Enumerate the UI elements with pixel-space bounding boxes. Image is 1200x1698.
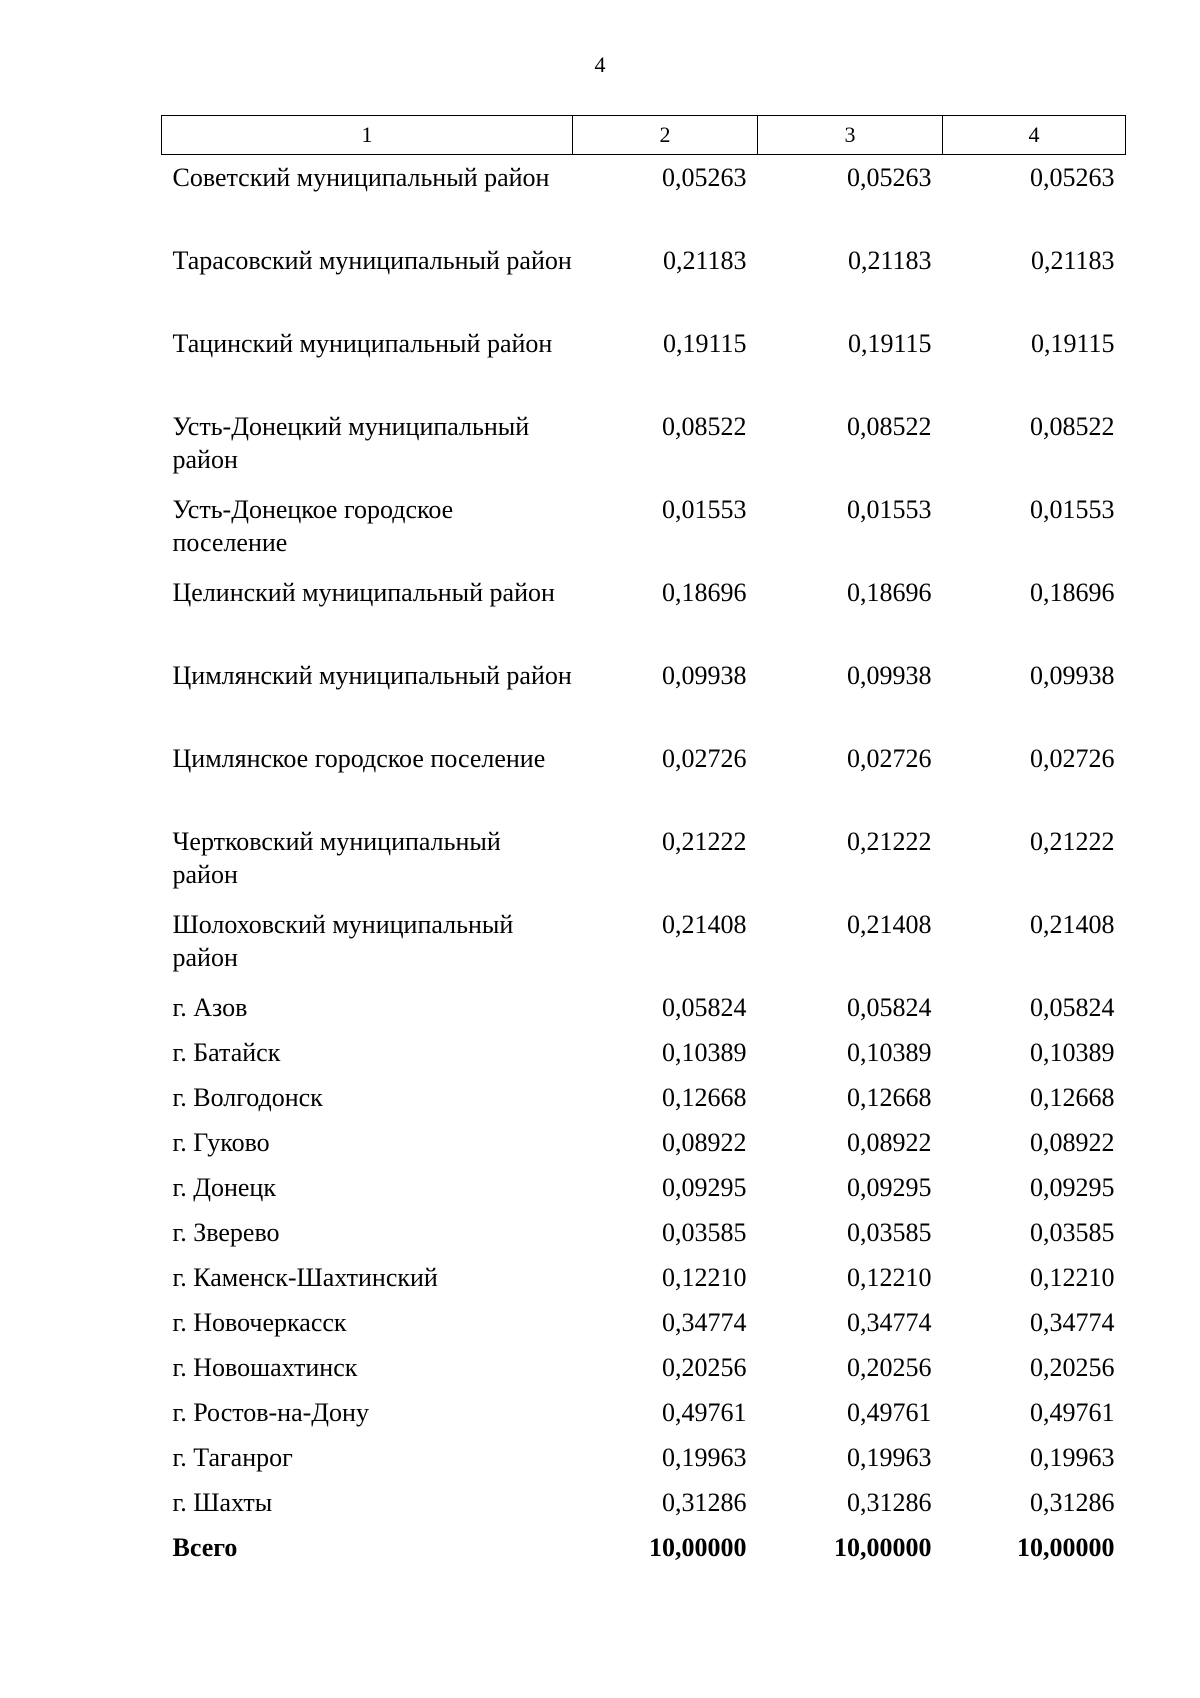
column-header-1: 1 — [162, 116, 573, 155]
table-row — [162, 819, 1126, 902]
allocation-table — [161, 115, 1126, 1570]
row-value-4: 0,10389 — [1030, 1038, 1115, 1067]
row-value-4: 0,21222 — [1030, 827, 1115, 856]
row-value-3: 0,20256 — [847, 1353, 932, 1382]
row-value-3: 0,21408 — [847, 910, 932, 939]
table-header-row — [162, 116, 1126, 155]
total-row — [162, 1525, 1126, 1570]
row-value-3: 0,21222 — [847, 827, 932, 856]
row-name: г. Донецк — [172, 1173, 276, 1202]
row-name: г. Новочеркасск — [172, 1308, 347, 1337]
row-value-3: 0,05263 — [847, 163, 932, 192]
row-value-4: 0,19115 — [1030, 329, 1115, 358]
row-name: г. Ростов-на-Дону — [172, 1398, 369, 1427]
row-value-2: 0,08922 — [662, 1128, 747, 1157]
row-value-3: 0,34774 — [847, 1308, 932, 1337]
row-value-4: 0,18696 — [1030, 578, 1115, 607]
row-value-3: 0,21183 — [847, 246, 932, 275]
row-name: Тарасовский муниципальный район — [172, 246, 572, 275]
row-name: г. Каменск-Шахтинский — [172, 1263, 438, 1292]
row-value-2: 0,05824 — [662, 993, 747, 1022]
row-value-4: 0,20256 — [1030, 1353, 1115, 1382]
table-row — [162, 1345, 1126, 1390]
row-name: Целинский муниципальный район — [172, 578, 555, 607]
table-row — [162, 321, 1126, 404]
row-value-2: 0,21183 — [662, 246, 747, 275]
table-row — [162, 736, 1126, 819]
row-name: Усть-Донецкий муниципальный район — [172, 412, 530, 474]
total-label: Всего — [172, 1533, 238, 1562]
row-name: Цимлянское городское поселение — [172, 744, 546, 773]
row-value-2: 0,10389 — [662, 1038, 747, 1067]
row-value-4: 0,05263 — [1030, 163, 1115, 192]
table-row — [162, 238, 1126, 321]
table-row — [162, 570, 1126, 653]
row-value-2: 0,03585 — [662, 1218, 747, 1247]
table-row — [162, 155, 1126, 239]
row-value-3: 0,09938 — [847, 661, 932, 690]
row-value-2: 0,09938 — [662, 661, 747, 690]
table-row — [162, 1075, 1126, 1120]
column-header-2: 2 — [573, 116, 758, 155]
page-number: 4 — [594, 52, 606, 77]
table-row — [162, 1300, 1126, 1345]
row-value-3: 0,08522 — [847, 412, 932, 441]
row-name: Тацинский муниципальный район — [172, 329, 553, 358]
row-value-2: 0,49761 — [662, 1398, 747, 1427]
row-value-3: 0,10389 — [847, 1038, 932, 1067]
row-value-2: 0,34774 — [662, 1308, 747, 1337]
row-value-4: 0,08922 — [1030, 1128, 1115, 1157]
table-row — [162, 1390, 1126, 1435]
row-value-3: 0,12210 — [847, 1263, 932, 1292]
row-name: г. Новошахтинск — [172, 1353, 358, 1382]
row-value-4: 0,12668 — [1030, 1083, 1115, 1112]
row-value-4: 0,05824 — [1030, 993, 1115, 1022]
row-value-4: 0,34774 — [1030, 1308, 1115, 1337]
row-value-3: 0,01553 — [847, 495, 932, 524]
row-value-2: 0,12210 — [662, 1263, 747, 1292]
table-row — [162, 1480, 1126, 1525]
row-name: г. Шахты — [172, 1488, 273, 1517]
row-value-2: 0,19115 — [662, 329, 747, 358]
row-value-2: 0,09295 — [662, 1173, 747, 1202]
row-value-4: 0,02726 — [1030, 744, 1115, 773]
row-value-3: 0,19115 — [847, 329, 932, 358]
table-row — [162, 1435, 1126, 1480]
row-value-4: 0,08522 — [1030, 412, 1115, 441]
table-row — [162, 404, 1126, 487]
row-value-4: 0,31286 — [1030, 1488, 1115, 1517]
row-value-4: 0,09938 — [1030, 661, 1115, 690]
row-value-2: 0,20256 — [662, 1353, 747, 1382]
table-row — [162, 653, 1126, 736]
row-name: г. Зверево — [172, 1218, 280, 1247]
row-value-3: 0,08922 — [847, 1128, 932, 1157]
table-row — [162, 1120, 1126, 1165]
column-header-3: 3 — [758, 116, 943, 155]
row-value-2: 0,21408 — [662, 910, 747, 939]
row-value-4: 0,49761 — [1030, 1398, 1115, 1427]
row-value-3: 0,31286 — [847, 1488, 932, 1517]
row-value-3: 0,09295 — [847, 1173, 932, 1202]
row-value-4: 0,19963 — [1030, 1443, 1115, 1472]
row-value-2: 0,18696 — [662, 578, 747, 607]
column-header-4: 4 — [943, 116, 1126, 155]
row-value-4: 0,09295 — [1030, 1173, 1115, 1202]
row-value-3: 0,49761 — [847, 1398, 932, 1427]
row-name: г. Азов — [172, 993, 248, 1022]
row-value-4: 0,21183 — [1030, 246, 1115, 275]
row-name: Советский муниципальный район — [172, 163, 550, 192]
table-row — [162, 1030, 1126, 1075]
row-value-2: 0,01553 — [662, 495, 747, 524]
row-value-2: 0,21222 — [662, 827, 747, 856]
row-value-3: 0,03585 — [847, 1218, 932, 1247]
table-row — [162, 487, 1126, 570]
row-name: г. Волгодонск — [172, 1083, 323, 1112]
table-row — [162, 1165, 1126, 1210]
table-row — [162, 985, 1126, 1030]
row-value-3: 0,05824 — [847, 993, 932, 1022]
total-value-3: 10,00000 — [834, 1533, 932, 1562]
total-value-2: 10,00000 — [649, 1533, 747, 1562]
table-row — [162, 1210, 1126, 1255]
row-name: г. Батайск — [172, 1038, 281, 1067]
row-value-3: 0,12668 — [847, 1083, 932, 1112]
row-value-2: 0,05263 — [662, 163, 747, 192]
row-value-2: 0,08522 — [662, 412, 747, 441]
row-value-4: 0,21408 — [1030, 910, 1115, 939]
row-value-4: 0,03585 — [1030, 1218, 1115, 1247]
row-name: Чертковский муниципальный район — [172, 827, 501, 889]
row-name: г. Таганрог — [172, 1443, 293, 1472]
row-value-2: 0,02726 — [662, 744, 747, 773]
row-value-3: 0,19963 — [847, 1443, 932, 1472]
row-name: Усть-Донецкое городское поселение — [172, 495, 454, 557]
row-value-2: 0,19963 — [662, 1443, 747, 1472]
row-name: г. Гуково — [172, 1128, 270, 1157]
total-value-4: 10,00000 — [1017, 1533, 1115, 1562]
table-row — [162, 1255, 1126, 1300]
row-value-4: 0,01553 — [1030, 495, 1115, 524]
row-value-3: 0,18696 — [847, 578, 932, 607]
row-value-2: 0,12668 — [662, 1083, 747, 1112]
row-value-4: 0,12210 — [1030, 1263, 1115, 1292]
row-value-2: 0,31286 — [662, 1488, 747, 1517]
table-row — [162, 902, 1126, 985]
row-name: Цимлянский муниципальный район — [172, 661, 572, 690]
row-name: Шолоховский муниципальный район — [172, 910, 514, 972]
row-value-3: 0,02726 — [847, 744, 932, 773]
